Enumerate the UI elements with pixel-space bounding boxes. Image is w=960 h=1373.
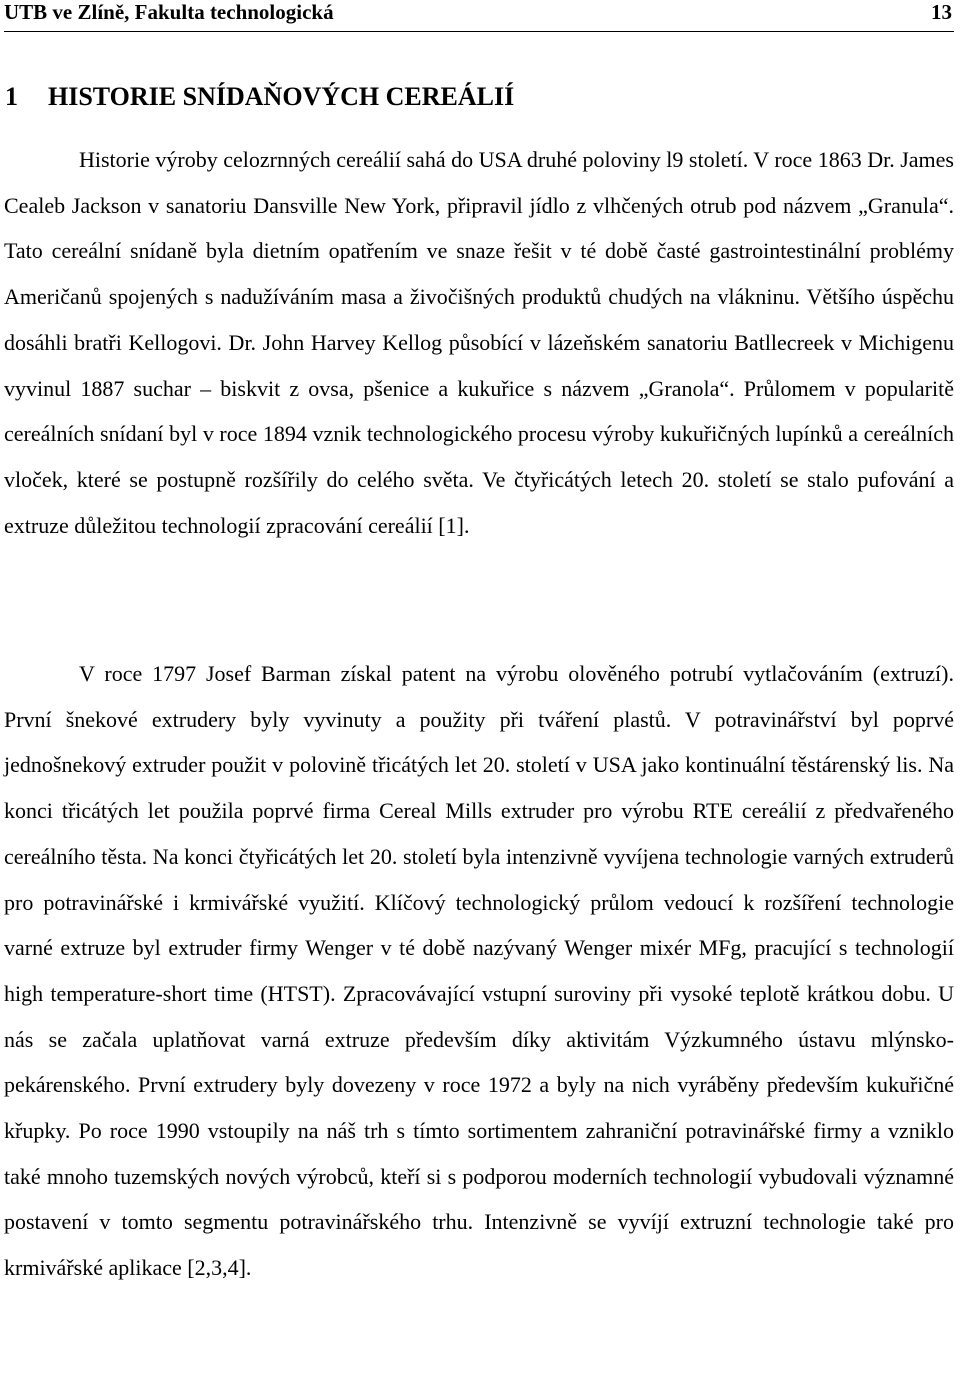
header-institution: UTB ve Zlíně, Fakulta technologická xyxy=(4,0,334,24)
running-header xyxy=(4,0,952,24)
chapter-title-text: HISTORIE SNÍDAŇOVÝCH CEREÁLIÍ xyxy=(48,82,515,111)
paragraph-history-extrusion: V roce 1797 Josef Barman získal patent na výrobu olověného potrubí vytlačováním (extruzí). První šnekové extrudery byly vyvinuty a použity při tváření plastů. V potravinářství byl poprvé jednošnekový extruder použit v polovině třicátých let 20. století v USA jako kontinuální těstárenský lis. Na konci třicátých let použila poprvé firma Cereal Mills extruder pro výrobu RTE cereálií z předvařeného cereálního těsta. Na konci čtyřicátých let 20. století byla intenzivně vyvíjena technologie varných extruderů pro potravinářské i krmivářské využití. Klíčový technologický průlom vedoucí k rozšíření technologie varné extruze byl extruder firmy Wenger v té době nazývaný Wenger mixér MFg, pracující s technologií high temperature-short time (HTST). Zpracovávající vstupní suroviny při vysoké teplotě krátkou dobu. U nás se začala uplatňovat varná extruze především díky aktivitám Výzkumného ústavu mlýnsko-pekárenského. První extrudery byly dovezeny v roce 1972 a byly na nich vyráběny především kukuřičné křupky. Po roce 1990 vstoupily na náš trh s tímto sortimentem zahraniční potravinářské firmy a vzniklo také mnoho tuzemských nových výrobců, kteří si s podporou moderních technologií vybudovali významné postavení v tomto segmentu potravinářského trhu. Intenzivně se vyvíjí extruzní technologie také pro krmivářské aplikace [2,3,4]. xyxy=(4,661,954,1281)
header-page-number: 13 xyxy=(931,0,952,24)
header-divider xyxy=(4,31,954,32)
chapter-number: 1 xyxy=(5,82,18,111)
chapter-heading xyxy=(5,80,514,114)
paragraph-history-cereals: Historie výroby celozrnných cereálií sahá do USA druhé poloviny l9 století. V roce 1863 Dr. James Cealeb Jackson v sanatoriu Dansville New York, připravil jídlo z vlhčených otrub pod názvem „Granula“. Tato cereální snídaně byla dietním opatřením ve snaze řešit v té době časté gastrointestinální problémy Američanů spojených s nadužíváním masa a živočišných produktů chudých na vlákninu. Většího úspěchu dosáhli bratři Kellogovi. Dr. John Harvey Kellog působící v lázeňském sanatoriu Batllecreek v Michigenu vyvinul 1887 suchar – biskvit z ovsa, pšenice a kukuřice s názvem „Granola“. Průlomem v popularitě cereálních snídaní byl v roce 1894 vznik technologického procesu výroby kukuřičných lupínků a cereálních vloček, které se postupně rozšířily do celého světa. Ve čtyřicátých letech 20. století se stalo pufování a extruze důležitou technologií zpracování cereálií [1]. xyxy=(4,147,954,538)
